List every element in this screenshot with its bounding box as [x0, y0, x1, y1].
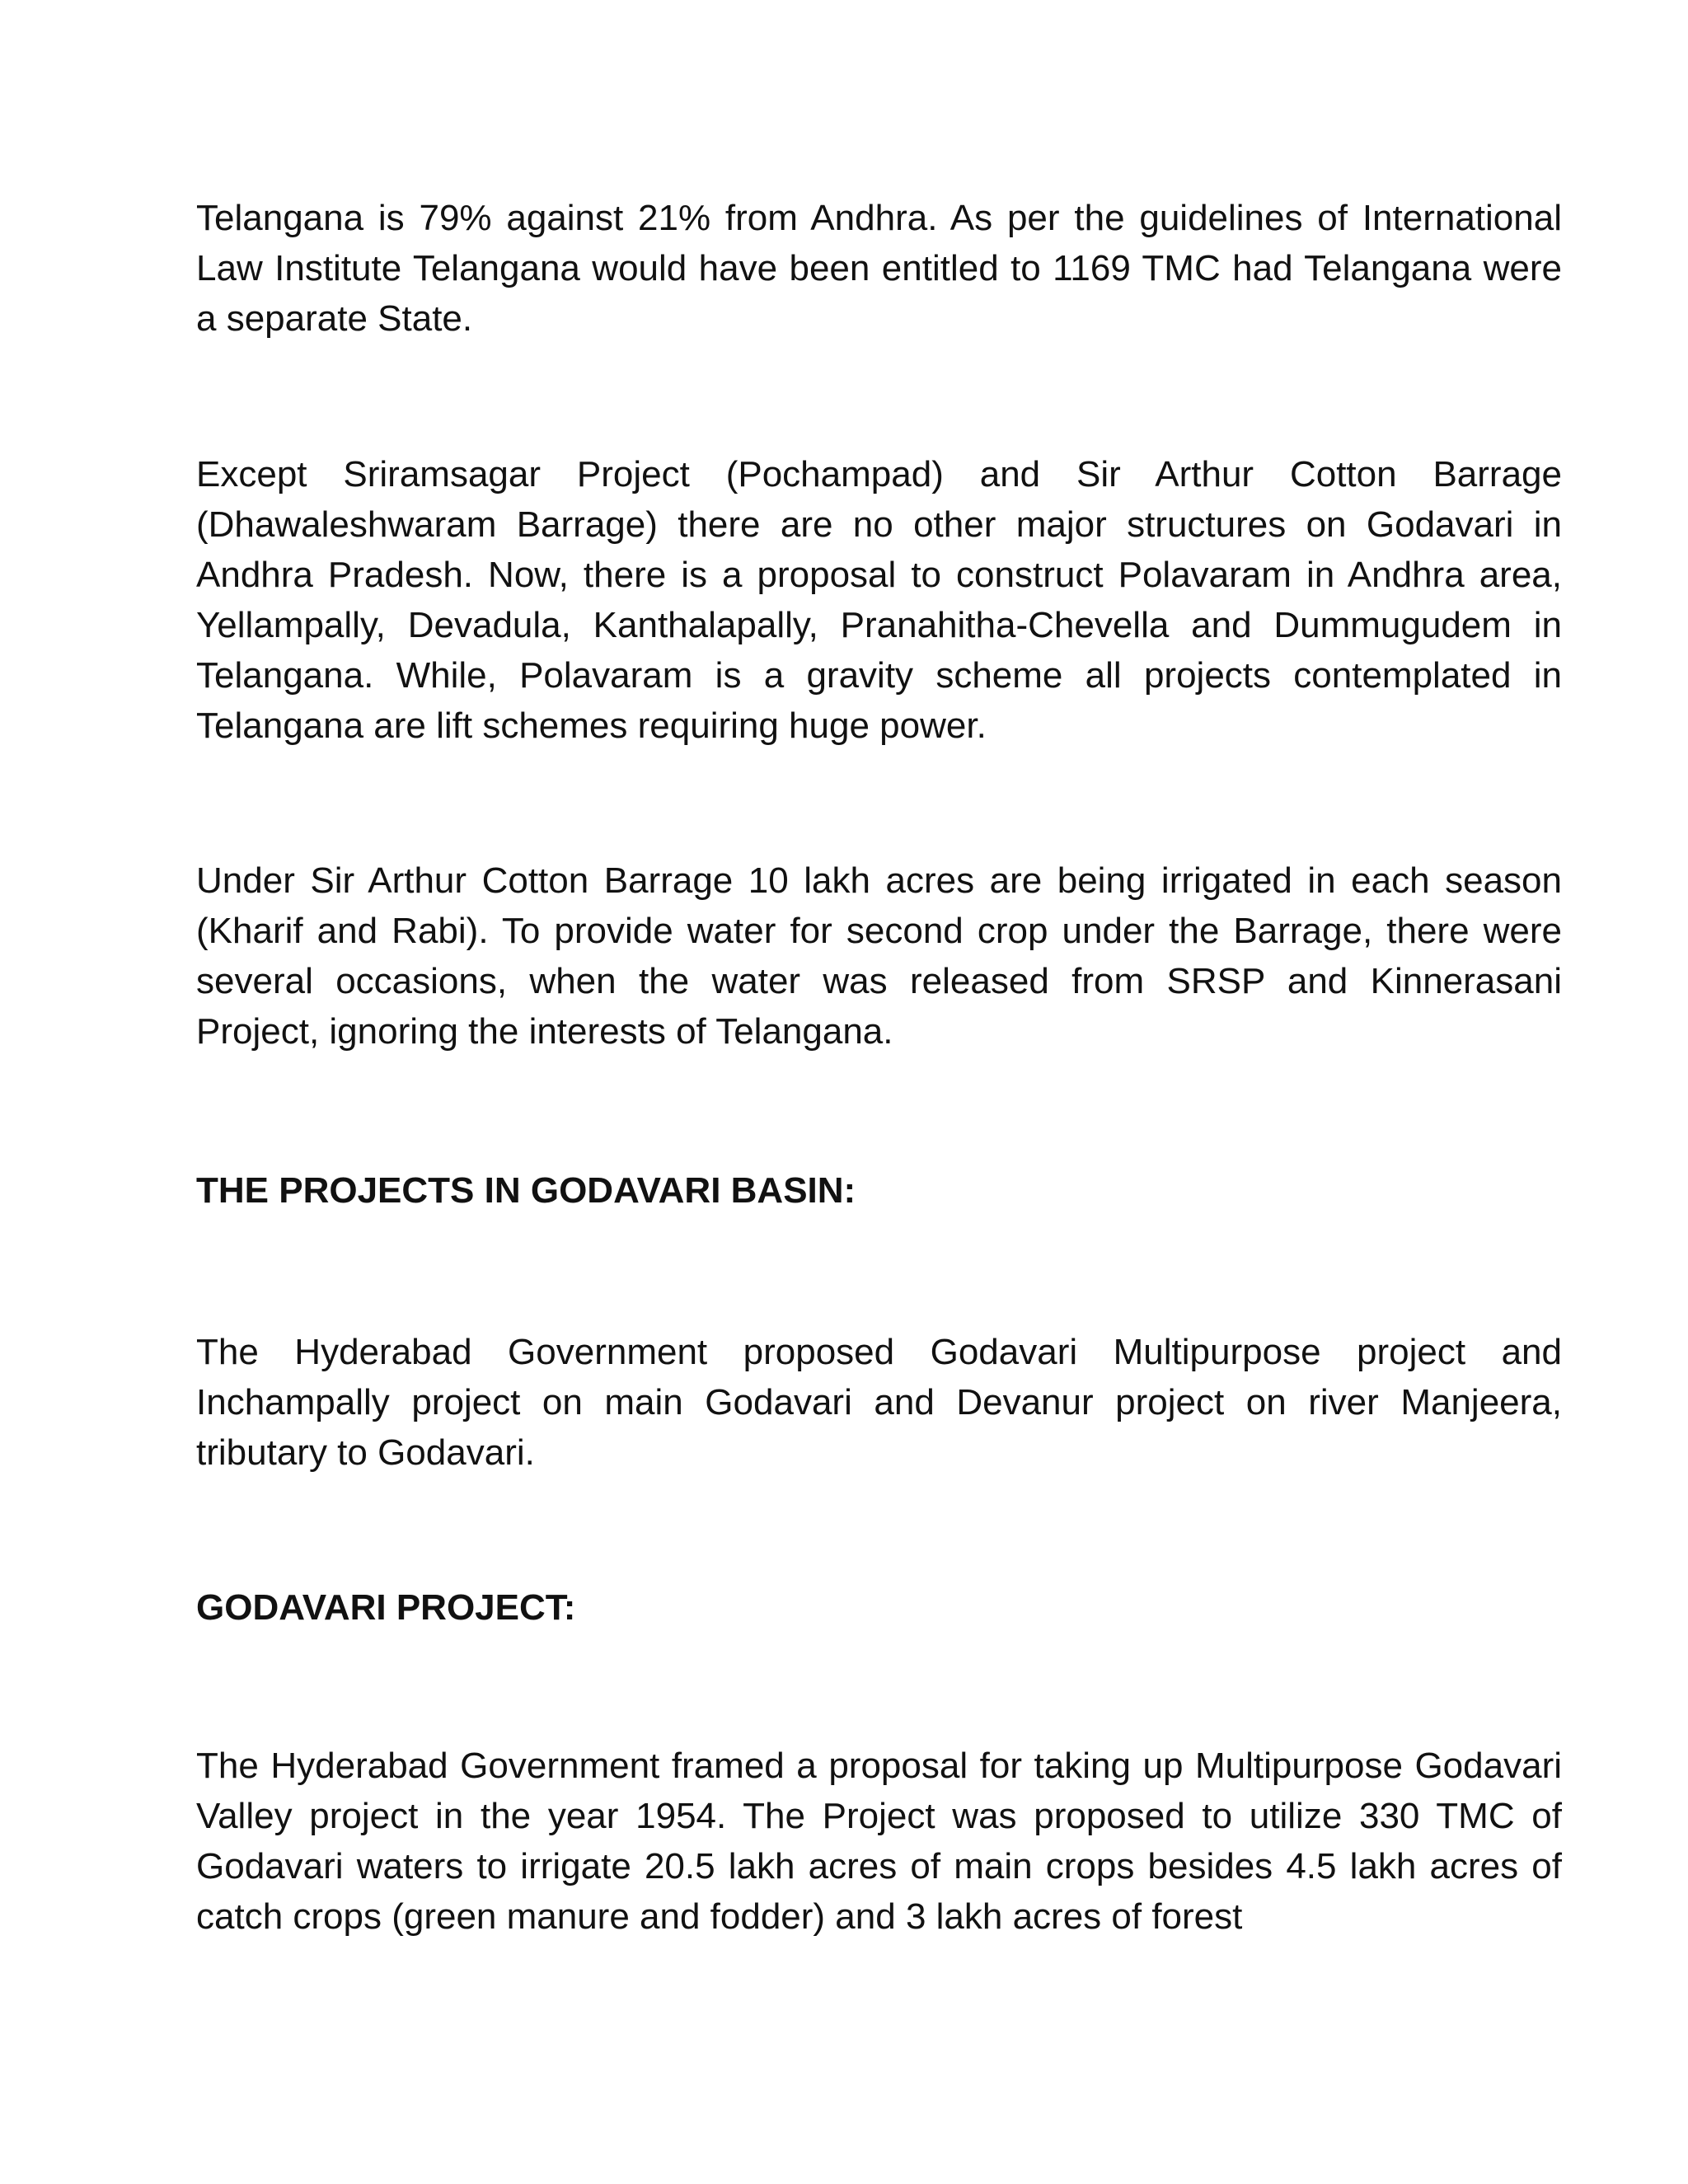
heading-godavari-project: GODAVARI PROJECT:: [196, 1587, 576, 1628]
paragraph-godavari-structures: Except Sriramsagar Project (Pochampad) and Sir Arthur Cotton Barrage (Dhawaleshwaram Barrage) there are no other major structures on Godavari in Andhra Pradesh. Now, there is a proposal to construct Polavaram in Andhra area, Yellampally, Devadula, Kanthalapally, Pranahitha-Chevella and Dummugudem in Telangana. While, Polavaram is a gravity scheme all projects contemplated in Telangana are lift schemes requiring huge power.: [196, 454, 1562, 746]
paragraph-cotton-barrage: Under Sir Arthur Cotton Barrage 10 lakh acres are being irrigated in each season (Kharif and Rabi). To provide water for second crop under the Barrage, there were several occasions, when the water was released from SRSP and Kinnerasani Project, ignoring the interests of Telangana.: [196, 860, 1562, 1052]
paragraph-godavari-valley-project: The Hyderabad Government framed a proposal for taking up Multipurpose Godavari Valley project in the year 1954. The Project was proposed to utilize 330 TMC of Godavari waters to irrigate 20.5 lakh acres of main crops besides 4.5 lakh acres of catch crops (green manure and fodder) and 3 lakh acres of forest: [196, 1746, 1562, 1937]
heading-projects-godavari-basin: THE PROJECTS IN GODAVARI BASIN:: [196, 1170, 856, 1211]
paragraph-water-share: Telangana is 79% against 21% from Andhra. As per the guidelines of International Law Institute Telangana would have been entitled to 1169 TMC had Telangana were a separate State.: [196, 198, 1562, 339]
paragraph-hyderabad-proposals: The Hyderabad Government proposed Godavari Multipurpose project and Inchampally project on main Godavari and Devanur project on river Manjeera, tributary to Godavari.: [196, 1332, 1562, 1473]
